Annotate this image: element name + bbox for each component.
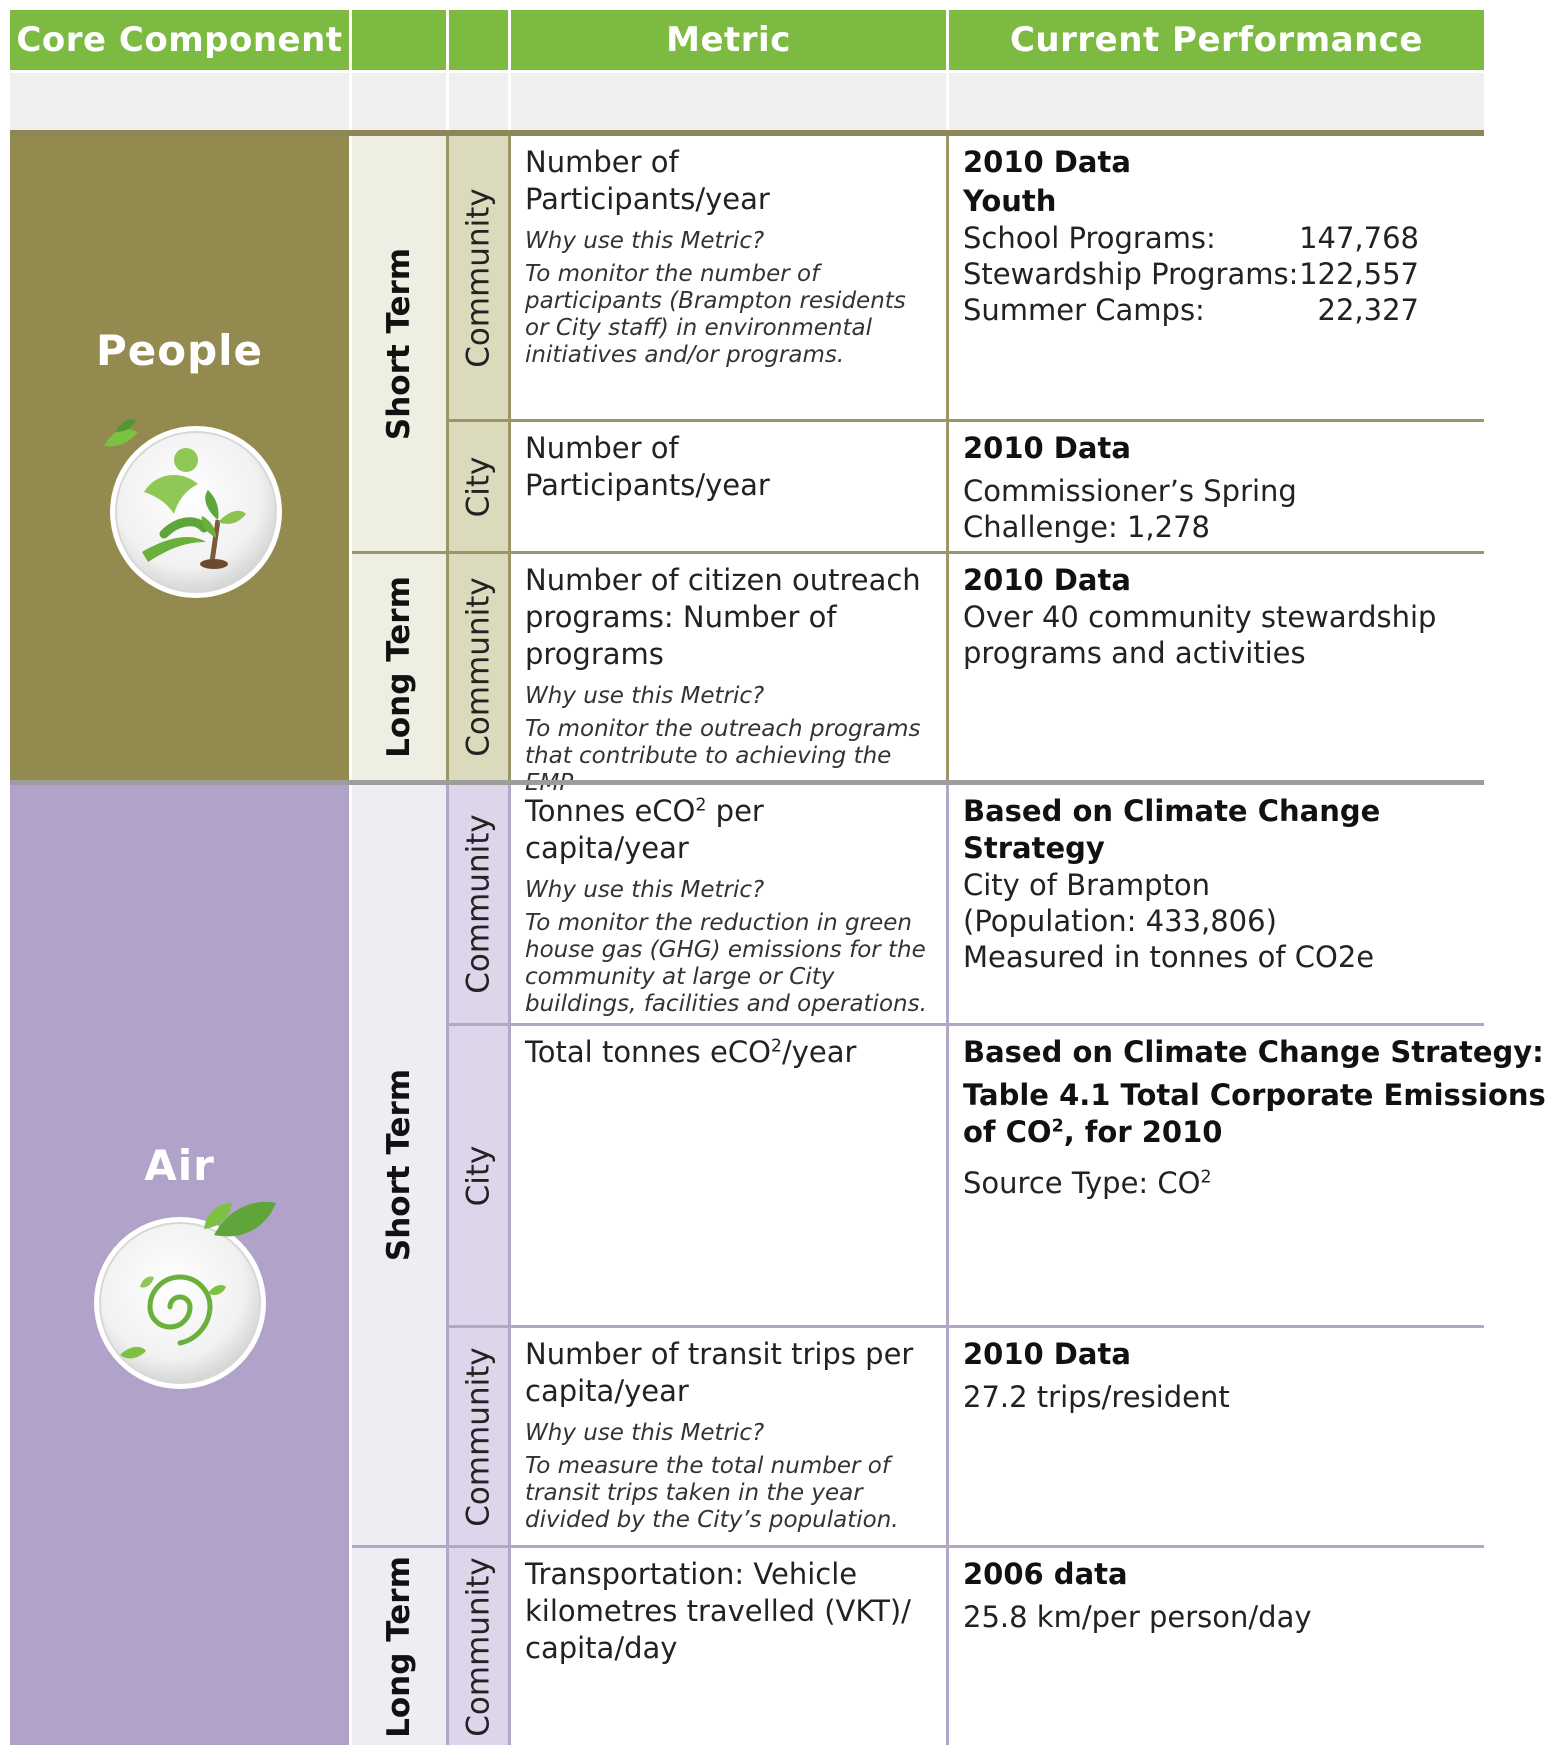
perf-item-camps: Summer Camps: 22,327 xyxy=(963,293,1419,327)
scope-air-2: City xyxy=(449,1026,508,1325)
core-component-people xyxy=(10,136,349,780)
performance-air-3: 2010 Data 27.2 trips/resident xyxy=(963,1337,1230,1414)
performance-people-2: 2010 Data Commissioner’s Spring Challenge: 1,278 xyxy=(963,431,1297,544)
header-current-performance: Current Performance xyxy=(949,10,1484,70)
metric-people-3: Number of citizen outreach programs: Number of programs Why use this Metric? To monitor the outreach programs that contribute to achieving the xyxy=(525,563,921,769)
air-label: Air xyxy=(144,1141,215,1190)
scope-people-1: Community xyxy=(449,136,508,419)
metric-people-1: Number of Participants/year Why use this Metric? To monitor the number of participants (Brampton residents or City staff) in environmental initiatives and/or programs. xyxy=(525,145,906,368)
core-component-air xyxy=(10,785,349,1745)
term-air-short: Short Term xyxy=(352,785,446,1545)
term-people-short: Short Term xyxy=(352,136,446,551)
performance-air-4: 2006 data 25.8 km/per person/day xyxy=(963,1557,1312,1634)
performance-people-1: 2010 Data Youth School Programs: 147,768 Stewardship Programs: 122,557 Summer Camps: 22,327 xyxy=(963,145,1419,327)
header-spacer-row xyxy=(10,73,1484,130)
term-people-long: Long Term xyxy=(352,554,446,780)
performance-air-2: Based on Climate Change Strategy: Table 4.1 Total Corporate Emissions of $CO^2$, for 2010 Source Type: $CO^2$ xyxy=(963,1035,1546,1200)
people-label: People xyxy=(95,326,264,375)
header-core-component: Core Component xyxy=(10,10,349,70)
term-air-long: Long Term xyxy=(352,1548,446,1745)
air-swirl-icon xyxy=(80,1195,290,1385)
performance-people-3: 2010 Data Over 40 community stewardship programs and activities xyxy=(963,563,1437,670)
performance-air-1: Based on Climate Change Strategy City of Brampton (Population: 433,806) Measured in tonnes of CO2e xyxy=(963,794,1381,974)
scope-people-2: City xyxy=(449,422,508,551)
metric-people-2: Number of Participants/year xyxy=(525,431,770,502)
scope-air-1: Community xyxy=(449,785,508,1023)
perf-item-stewardship: Stewardship Programs: 122,557 xyxy=(963,257,1419,291)
header-term-blank xyxy=(352,10,446,70)
metric-air-2: Total tonnes eCO$^2$/year xyxy=(525,1035,857,1069)
people-seedling-icon xyxy=(86,402,286,602)
scope-air-4: Community xyxy=(449,1548,508,1745)
metric-air-3: Number of transit trips per capita/year Why use this Metric? To measure the total number of transit trips taken in the year divided by the City’s population. xyxy=(525,1337,914,1533)
scope-air-3: Community xyxy=(449,1328,508,1545)
metric-air-1: Tonnes eCO$^2$ per capita/year Why use this Metric? To monitor the reduction in green house gas (GHG) emissions for the community at large or City buildings, facilities and operations. xyxy=(525,794,927,1017)
metric-air-4: Transportation: Vehicle kilometres travelled (VKT)/ capita/day xyxy=(525,1557,911,1665)
scope-people-3: Community xyxy=(449,554,508,780)
header-metric: Metric xyxy=(511,10,946,70)
perf-item-school: School Programs: 147,768 xyxy=(963,221,1419,255)
header-scope-blank xyxy=(449,10,508,70)
